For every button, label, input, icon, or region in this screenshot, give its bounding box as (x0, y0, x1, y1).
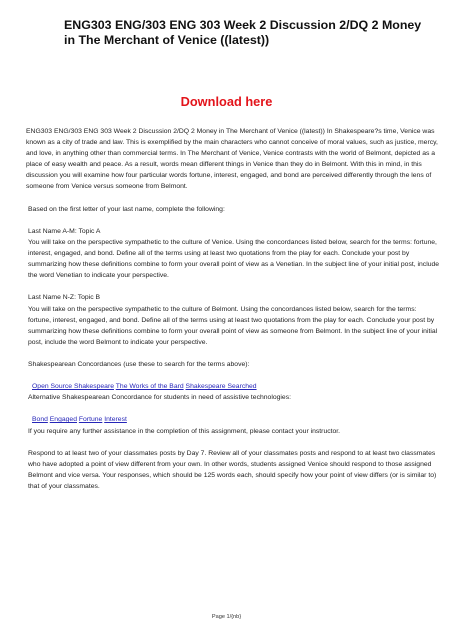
link-works-of-the-bard[interactable]: The Works of the Bard (115, 383, 184, 391)
concordances-heading: Shakespearean Concordances (use these to search for the terms above): (28, 360, 250, 368)
topic-a-heading: Last Name A-M: Topic A (28, 227, 101, 235)
link-fortune[interactable]: Fortune (78, 416, 103, 424)
respond-paragraph: Respond to at least two of your classmates posts by Day 7. Review all of your classmates posts and respond to at least two classmates who have adopted a point of view different from your own. In other words, students assigned Venice should respond to those assigned Belmont and vice versa. Your responses, which should be 125 words each, should specify how your point of view differs (or is similar to) that of your classmates. (28, 449, 437, 490)
link-open-source-shakespeare[interactable]: Open Source Shakespeare (32, 383, 114, 391)
topic-a-body: You will take on the perspective sympathetic to the culture of Venice. Using the concordances listed below, search for the terms: fortune, interest, engaged, and bond. Define all of the terms using at least two quotations from the play for each. Conclude your post by summarizing how these definitions combine to form your overall point of view as a Venetian. In the subject line of your initial post, include the word Venetian to indicate your perspective. (28, 238, 440, 280)
intro-paragraph: ENG303 ENG/303 ENG 303 Week 2 Discussion 2/DQ 2 Money in The Merchant of Venice ((latest)) In Shakespeare?s time, Venice was known as a city of trade and law. This is exemplified by the main characters who cannot conceive of moral values, such as justice, mercy, and love, in anything other than commercial terms. In The Merchant of Venice, Venice contrasts with the world of Belmont, depicted as a place of easy wealth and peace. As a result, words mean different things in Venice than they do in Belmont. With this in mind, in this discussion you will examine how four particular words fortune, interest, engaged, and bond are perceived differently through the lens of someone from Venice versus someone from Belmont. (26, 128, 438, 191)
topic-b-body: You will take on the perspective sympathetic to the culture of Belmont. Using the concordances listed below, search for the terms: fortune, interest, engaged, and bond. Define all of the terms using at least two quotations from the play for each. Conclude your post by summarizing how these definitions combine to form your overall point of view as someone from Belmont. In the subject line of your initial post, include the word Belmont to indicate your perspective. (28, 305, 438, 346)
link-bond[interactable]: Bond (32, 416, 48, 424)
page-number: Page 1/{nb} (211, 614, 242, 620)
topic-b-heading: Last Name N-Z: Topic B (28, 294, 101, 302)
alternative-links (26, 414, 440, 425)
link-engaged[interactable]: Engaged (49, 416, 77, 424)
concordance-links (26, 381, 440, 392)
assistance-text: If you require any further assistance in the completion of this assignment, please contact your instructor. (28, 427, 341, 435)
document-body (26, 126, 440, 492)
link-interest[interactable]: Interest (104, 416, 127, 424)
alternative-concordance-text: Alternative Shakespearean Concordance for students in need of assistive technologies: (28, 394, 291, 402)
link-shakespeare-searched[interactable]: Shakespeare Searched (185, 383, 257, 391)
document-title: ENG303 ENG/303 ENG 303 Week 2 Discussion 2/DQ 2 Money in The Merchant of Venice ((latest)) (64, 18, 422, 47)
instruction-text: Based on the first letter of your last name, complete the following: (28, 205, 225, 213)
download-link[interactable]: Download here (180, 94, 273, 109)
